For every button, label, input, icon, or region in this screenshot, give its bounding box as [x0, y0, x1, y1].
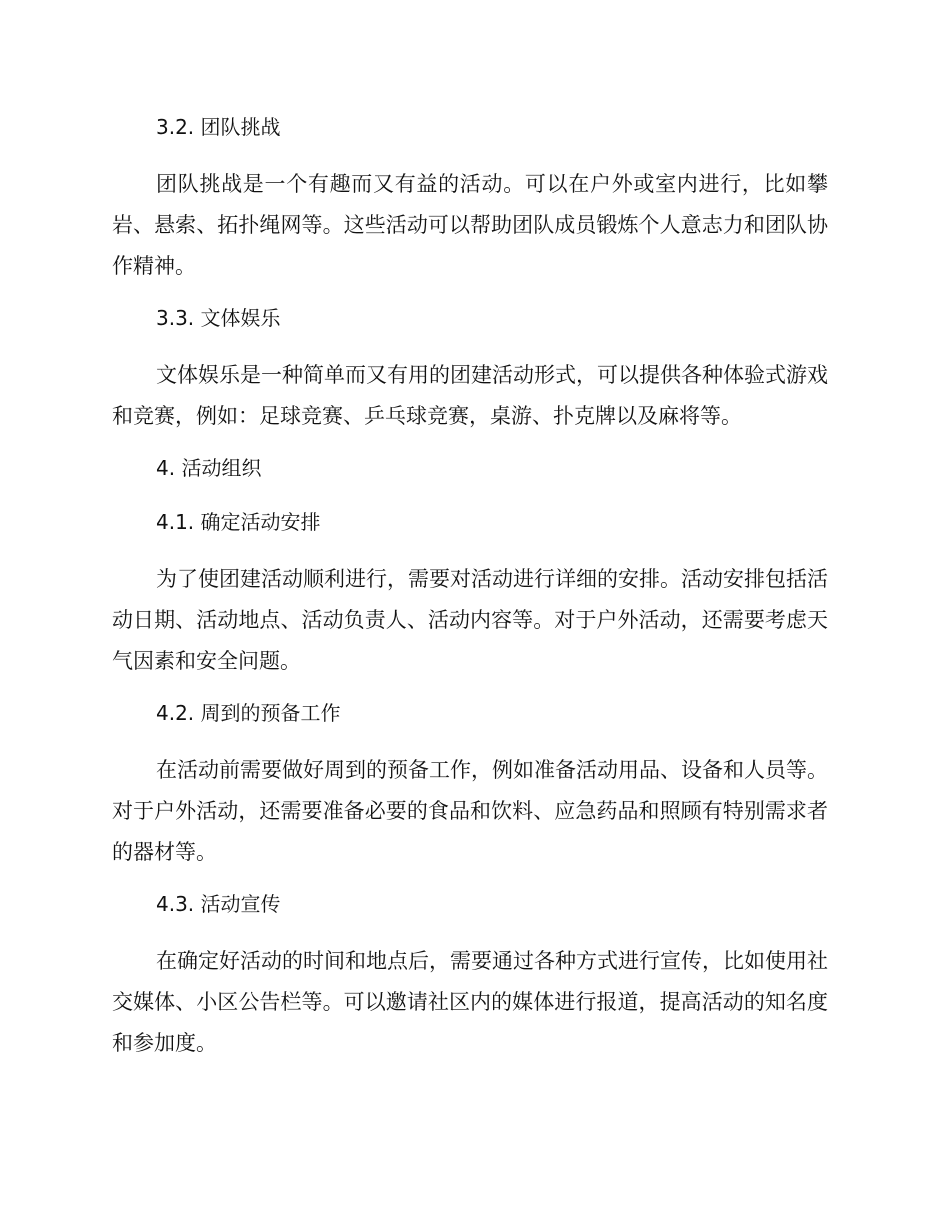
- section-heading-4-1: 4.1. 确定活动安排: [156, 510, 321, 534]
- paragraph-arrangement: 为了使团建活动顺利进行，需要对活动进行详细的安排。活动安排包括活动日期、活动地点、活动负责人、活动内容等。对于户外活动，还需要考虑天气因素和安全问题。: [112, 567, 828, 673]
- paragraph-entertainment: 文体娱乐是一种简单而又有用的团建活动形式，可以提供各种体验式游戏和竞赛，例如：足球竞赛、乒乓球竞赛，桌游、扑克牌以及麻将等。: [112, 363, 828, 428]
- section-heading-4-2: 4.2. 周到的预备工作: [156, 701, 341, 725]
- paragraph-promotion: 在确定好活动的时间和地点后，需要通过各种方式进行宣传，比如使用社交媒体、小区公告栏等。可以邀请社区内的媒体进行报道，提高活动的知名度和参加度。: [112, 949, 828, 1055]
- section-heading-3-2: 3.2. 团队挑战: [156, 115, 281, 139]
- paragraph-team-challenge: 团队挑战是一个有趣而又有益的活动。可以在户外或室内进行，比如攀岩、悬索、拓扑绳网等。这些活动可以帮助团队成员锻炼个人意志力和团队协作精神。: [112, 172, 828, 278]
- section-heading-4: 4. 活动组织: [156, 456, 262, 480]
- section-heading-3-3: 3.3. 文体娱乐: [156, 306, 281, 330]
- section-heading-4-3: 4.3. 活动宣传: [156, 892, 281, 916]
- paragraph-preparation: 在活动前需要做好周到的预备工作，例如准备活动用品、设备和人员等。对于户外活动，还需要准备必要的食品和饮料、应急药品和照顾有特别需求者的器材等。: [112, 758, 828, 864]
